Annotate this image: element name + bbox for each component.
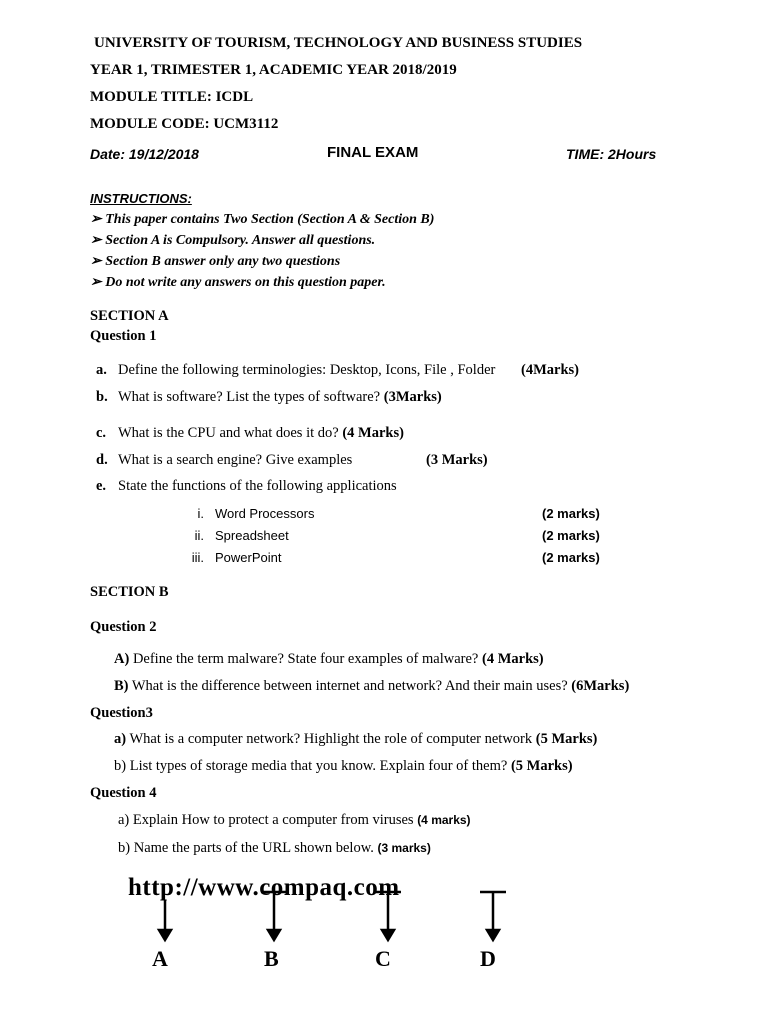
url-text: http://www.compaq.com — [128, 874, 400, 901]
arrow-bullet-icon: ➢ — [90, 212, 102, 227]
item-text: What is software? List the types of software? — [118, 389, 381, 405]
module-title: MODULE TITLE: ICDL — [90, 89, 254, 105]
sub-item-label: i. — [197, 506, 204, 521]
item-marks: (3 Marks) — [426, 452, 488, 468]
item-text: Define the following terminologies: Desktop, Icons, File , Folder — [118, 362, 496, 378]
exam-date: Date: 19/12/2018 — [90, 146, 199, 162]
question-item — [114, 678, 629, 695]
item-marks: (3Marks) — [383, 389, 442, 405]
item-label: b) — [114, 758, 127, 774]
item-label: a. — [96, 362, 107, 378]
sub-item-label: iii. — [191, 550, 204, 565]
item-text: Define the term malware? State four examples of malware? — [132, 651, 479, 667]
year-line: YEAR 1, TRIMESTER 1, ACADEMIC YEAR 2018/2019 — [90, 62, 457, 78]
url-diagram — [128, 872, 548, 972]
url-label-b: B — [264, 946, 279, 971]
instruction-item — [90, 253, 340, 270]
item-label: B) — [114, 678, 129, 694]
section-b-title: SECTION B — [90, 584, 169, 600]
question-item — [114, 758, 573, 775]
url-label-c: C — [375, 946, 391, 971]
instruction-text: This paper contains Two Section (Section A & Section B) — [105, 212, 435, 227]
question-item — [96, 362, 495, 379]
url-label-d: D — [480, 946, 496, 971]
item-marks: (5 Marks) — [535, 731, 598, 747]
item-label: a) — [114, 731, 127, 747]
question-2-title: Question 2 — [90, 619, 157, 635]
arrow-bullet-icon: ➢ — [90, 254, 102, 269]
sub-item-label: ii. — [194, 528, 204, 543]
item-label: d. — [96, 452, 108, 468]
instruction-text: Section A is Compulsory. Answer all questions. — [105, 233, 376, 248]
item-text: What is the difference between internet and network? And their main uses? — [131, 678, 568, 694]
arrow-bullet-icon: ➢ — [90, 275, 102, 290]
arrow-b-head — [268, 930, 280, 940]
question-4-title: Question 4 — [90, 785, 157, 801]
question-item — [96, 389, 442, 406]
item-marks: (4Marks) — [521, 362, 579, 378]
sub-item-text: PowerPoint — [215, 550, 282, 565]
item-label: e. — [96, 478, 107, 494]
item-label: c. — [96, 425, 107, 441]
url-label-a: A — [152, 946, 168, 971]
sub-item-marks: (2 marks) — [542, 506, 600, 521]
sub-item-marks: (2 marks) — [542, 528, 600, 543]
question-item — [118, 840, 431, 857]
question-item — [114, 651, 544, 668]
university-name: UNIVERSITY OF TOURISM, TECHNOLOGY AND BUSINESS STUDIES — [94, 35, 583, 51]
instructions-title: INSTRUCTIONS: — [90, 191, 192, 206]
exam-time: TIME: 2Hours — [566, 146, 657, 162]
item-text: What is a search engine? Give examples — [118, 452, 353, 468]
item-label: A) — [114, 651, 130, 667]
question-item — [96, 425, 404, 442]
item-marks: (4 Marks) — [342, 425, 404, 441]
question-1-title: Question 1 — [90, 328, 157, 344]
item-marks: (4 marks) — [417, 813, 471, 827]
item-marks: (5 Marks) — [510, 758, 573, 774]
item-text: List types of storage media that you know. Explain four of them? — [129, 758, 508, 774]
section-a-title: SECTION A — [90, 308, 169, 324]
question-3-title: Question3 — [90, 705, 153, 721]
item-marks: (6Marks) — [571, 678, 630, 694]
sub-item-marks: (2 marks) — [542, 550, 600, 565]
item-text: State the functions of the following applications — [118, 478, 397, 494]
sub-item-text: Word Processors — [215, 506, 315, 521]
instruction-text: Do not write any answers on this question paper. — [105, 275, 386, 290]
question-item — [96, 452, 352, 469]
arrow-a-head — [159, 930, 171, 940]
arrow-d-head — [487, 930, 499, 940]
item-marks: (4 Marks) — [482, 651, 544, 667]
instruction-item — [90, 211, 434, 228]
question-item — [96, 478, 397, 495]
item-label: a) — [118, 812, 130, 828]
exam-title: FINAL EXAM — [327, 144, 419, 161]
arrow-c-head — [382, 930, 394, 940]
item-marks: (3 marks) — [377, 841, 431, 855]
module-code: MODULE CODE: UCM3112 — [90, 116, 279, 132]
item-text: Explain How to protect a computer from viruses — [132, 812, 414, 828]
question-item — [118, 812, 471, 829]
item-label: b) — [118, 840, 131, 856]
item-text: Name the parts of the URL shown below. — [133, 840, 374, 856]
item-text: What is a computer network? Highlight the role of computer network — [129, 731, 533, 747]
sub-item-text: Spreadsheet — [215, 528, 289, 543]
item-text: What is the CPU and what does it do? — [118, 425, 339, 441]
item-label: b. — [96, 389, 108, 405]
instruction-text: Section B answer only any two questions — [105, 254, 341, 269]
arrow-bullet-icon: ➢ — [90, 233, 102, 248]
question-item — [114, 731, 597, 748]
instruction-item — [90, 274, 386, 291]
instruction-item — [90, 232, 375, 249]
